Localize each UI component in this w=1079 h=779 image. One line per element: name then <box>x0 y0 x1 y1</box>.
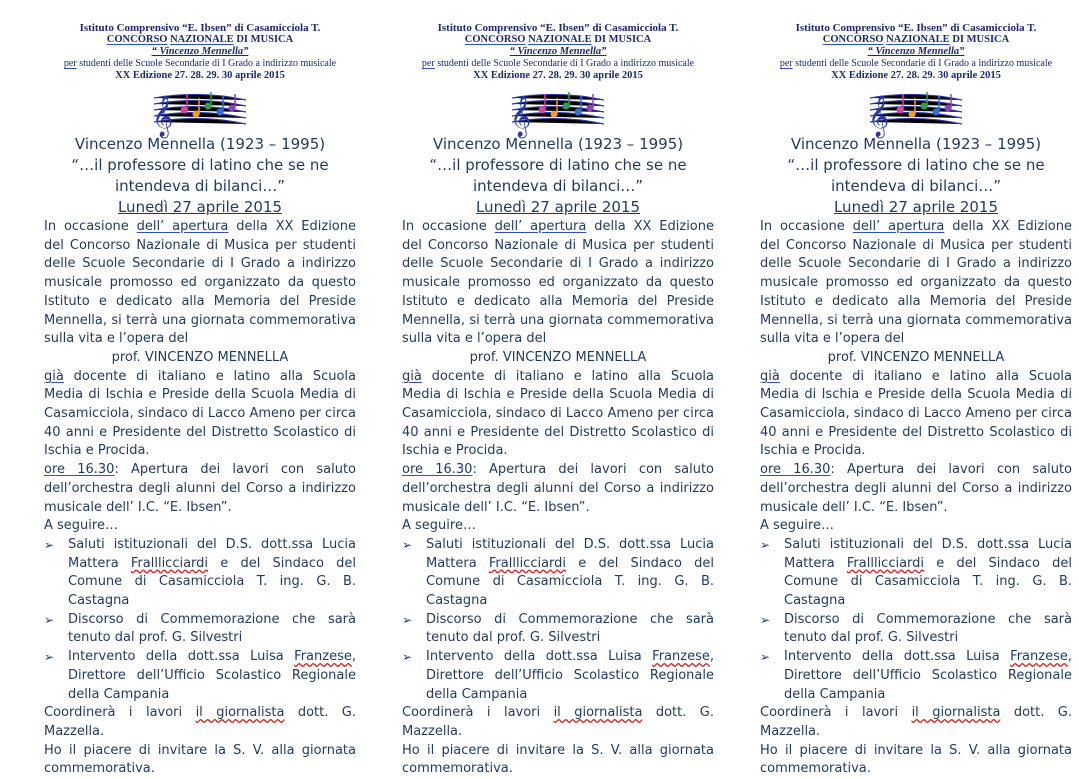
contest-dedication: “ Vincenzo Mennella” <box>151 46 249 57</box>
contest-name: CONCORSO NAZIONALE DI MUSICA <box>822 34 1010 45</box>
list-item: ➢ Saluti istituzionali del D.S. dott.ssa Lucia Mattera Fralllicciardi e del Sindaco del Comune di Casamicciola T. ing. G. B. Castagna <box>44 536 356 609</box>
prof-name: prof. VINCENZO MENNELLA <box>469 349 647 365</box>
closing-paragraph: Coordinerà i lavori il giornalista dott. G. Mazzella. <box>44 705 356 739</box>
following-label: A seguire… <box>760 518 834 534</box>
arrow-icon: ➢ <box>44 612 55 627</box>
list-item: ➢ Intervento della dott.ssa Luisa Franzese, Direttore dell’Ufficio Scolastico Regionale della Campania <box>44 649 356 702</box>
flyer-title <box>402 134 714 218</box>
contest-edition: XX Edizione 27. 28. 29. 30 aprile 2015 <box>473 70 643 81</box>
event-date: Lunedì 27 aprile 2015 <box>475 198 641 216</box>
arrow-icon: ➢ <box>760 612 771 627</box>
arrow-icon: ➢ <box>44 650 55 665</box>
prof-name: prof. VINCENZO MENNELLA <box>827 349 1005 365</box>
contest-name: CONCORSO NAZIONALE DI MUSICA <box>464 34 652 45</box>
intro-paragraph: In occasione dell’ apertura della XX Edizione del Concorso Nazionale di Musica per studenti delle Scuole Secondarie di I Grado a indirizzo musicale promosso ed organizzato da questo Istituto e dedicato alla Memoria del Preside Mennella, si terrà una giornata commemorativa sulla vita e l’opera del <box>760 219 1073 347</box>
honoree-name: Vincenzo Mennella (1923 – 1995) <box>74 135 326 153</box>
flyer-body <box>760 218 1072 779</box>
flyer-body <box>402 218 714 779</box>
flyer-title <box>44 134 356 218</box>
closing-paragraph: Coordinerà i lavori il giornalista dott. G. Mazzella. <box>402 705 714 739</box>
invitation-paragraph: Ho il piacere di invitare la S. V. alla giornata commemorativa. <box>402 742 714 777</box>
list-item: ➢ Discorso di Commemorazione che sarà tenuto dal prof. G. Silvestri <box>402 611 714 646</box>
intro-paragraph: In occasione dell’ apertura della XX Edizione del Concorso Nazionale di Musica per studenti delle Scuole Secondarie di I Grado a indirizzo musicale promosso ed organizzato da questo Istituto e dedicato alla Memoria del Preside Mennella, si terrà una giornata commemorativa sulla vita e l’opera del <box>402 219 715 347</box>
schedule-paragraph: ore 16.30: Apertura dei lavori con saluto dell’orchestra degli alunni del Corso a indirizzo musicale dell’ I.C. “E. Ibsen”. <box>44 462 357 515</box>
schedule-paragraph: ore 16.30: Apertura dei lavori con saluto dell’orchestra degli alunni del Corso a indirizzo musicale dell’ I.C. “E. Ibsen”. <box>402 462 715 515</box>
flyer-column-1 <box>44 0 357 777</box>
school-name: Istituto Comprensivo “E. Ibsen” di Casamicciola T. <box>795 22 1037 34</box>
following-label: A seguire… <box>44 518 118 534</box>
flyer-header <box>402 22 714 82</box>
arrow-icon: ➢ <box>402 537 413 552</box>
arrow-icon: ➢ <box>760 650 771 665</box>
arrow-icon: ➢ <box>44 537 55 552</box>
arrow-icon: ➢ <box>402 650 413 665</box>
event-date: Lunedì 27 aprile 2015 <box>833 198 999 216</box>
contest-audience: per studenti delle Scuole Secondarie di I Grado a indirizzo musicale <box>63 58 337 69</box>
music-staff-icon <box>866 88 966 137</box>
flyer-body <box>44 218 356 779</box>
invitation-paragraph: Ho il piacere di invitare la S. V. alla giornata commemorativa. <box>760 742 1072 777</box>
honoree-quote: “…il professore di latino che se ne intendeva di bilanci…” <box>71 156 329 195</box>
honoree-quote: “…il professore di latino che se ne intendeva di bilanci…” <box>429 156 687 195</box>
list-item: ➢ Discorso di Commemorazione che sarà tenuto dal prof. G. Silvestri <box>44 611 356 646</box>
contest-name: CONCORSO NAZIONALE DI MUSICA <box>106 34 294 45</box>
contest-dedication: “ Vincenzo Mennella” <box>509 46 607 57</box>
bio-paragraph: già docente di italiano e latino alla Scuola Media di Ischia e Preside della Scuola Media di Casamicciola, sindaco di Lacco Ameno per circa 40 anni e Presidente del Distretto Scolastico di Ischia e Procida. <box>760 368 1072 459</box>
list-item: ➢ Intervento della dott.ssa Luisa Franzese, Direttore dell’Ufficio Scolastico Regionale della Campania <box>402 649 714 702</box>
list-item: ➢ Intervento della dott.ssa Luisa Franzese, Direttore dell’Ufficio Scolastico Regionale della Campania <box>760 649 1072 702</box>
music-staff-icon <box>508 88 608 137</box>
flyer-header <box>44 22 356 82</box>
bio-paragraph: già docente di italiano e latino alla Scuola Media di Ischia e Preside della Scuola Media di Casamicciola, sindaco di Lacco Ameno per circa 40 anni e Presidente del Distretto Scolastico di Ischia e Procida. <box>402 368 714 459</box>
contest-audience: per studenti delle Scuole Secondarie di I Grado a indirizzo musicale <box>421 58 695 69</box>
contest-edition: XX Edizione 27. 28. 29. 30 aprile 2015 <box>831 70 1001 81</box>
closing-paragraph: Coordinerà i lavori il giornalista dott. G. Mazzella. <box>760 705 1072 739</box>
arrow-icon: ➢ <box>760 537 771 552</box>
flyer-column-2 <box>402 0 715 777</box>
contest-audience: per studenti delle Scuole Secondarie di I Grado a indirizzo musicale <box>779 58 1053 69</box>
list-item: ➢ Saluti istituzionali del D.S. dott.ssa Lucia Mattera Fralllicciardi e del Sindaco del Comune di Casamicciola T. ing. G. B. Castagna <box>760 536 1072 609</box>
svg-text:𝄞: 𝄞 <box>868 96 890 137</box>
svg-text:𝄞: 𝄞 <box>510 96 532 137</box>
list-item: ➢ Saluti istituzionali del D.S. dott.ssa Lucia Mattera Fralllicciardi e del Sindaco del Comune di Casamicciola T. ing. G. B. Castagna <box>402 536 714 609</box>
music-staff-icon <box>150 88 250 137</box>
flyer-column-3 <box>760 0 1073 777</box>
program-list <box>760 536 1072 704</box>
arrow-icon: ➢ <box>402 612 413 627</box>
school-name: Istituto Comprensivo “E. Ibsen” di Casamicciola T. <box>79 22 321 34</box>
honoree-name: Vincenzo Mennella (1923 – 1995) <box>432 135 684 153</box>
intro-paragraph: In occasione dell’ apertura della XX Edizione del Concorso Nazionale di Musica per studenti delle Scuole Secondarie di I Grado a indirizzo musicale promosso ed organizzato da questo Istituto e dedicato alla Memoria del Preside Mennella, si terrà una giornata commemorativa sulla vita e l’opera del <box>44 219 357 347</box>
program-list <box>44 536 356 704</box>
contest-dedication: “ Vincenzo Mennella” <box>867 46 965 57</box>
svg-text:𝄞: 𝄞 <box>152 96 174 137</box>
honoree-name: Vincenzo Mennella (1923 – 1995) <box>790 135 1042 153</box>
flyer-title <box>760 134 1072 218</box>
contest-edition: XX Edizione 27. 28. 29. 30 aprile 2015 <box>115 70 285 81</box>
invitation-paragraph: Ho il piacere di invitare la S. V. alla giornata commemorativa. <box>44 742 356 777</box>
schedule-paragraph: ore 16.30: Apertura dei lavori con saluto dell’orchestra degli alunni del Corso a indirizzo musicale dell’ I.C. “E. Ibsen”. <box>760 462 1073 515</box>
flyer-header <box>760 22 1072 82</box>
event-date: Lunedì 27 aprile 2015 <box>117 198 283 216</box>
prof-name: prof. VINCENZO MENNELLA <box>111 349 289 365</box>
list-item: ➢ Discorso di Commemorazione che sarà tenuto dal prof. G. Silvestri <box>760 611 1072 646</box>
bio-paragraph: già docente di italiano e latino alla Scuola Media di Ischia e Preside della Scuola Media di Casamicciola, sindaco di Lacco Ameno per circa 40 anni e Presidente del Distretto Scolastico di Ischia e Procida. <box>44 368 356 459</box>
following-label: A seguire… <box>402 518 476 534</box>
school-name: Istituto Comprensivo “E. Ibsen” di Casamicciola T. <box>437 22 679 34</box>
program-list <box>402 536 714 704</box>
honoree-quote: “…il professore di latino che se ne intendeva di bilanci…” <box>787 156 1045 195</box>
